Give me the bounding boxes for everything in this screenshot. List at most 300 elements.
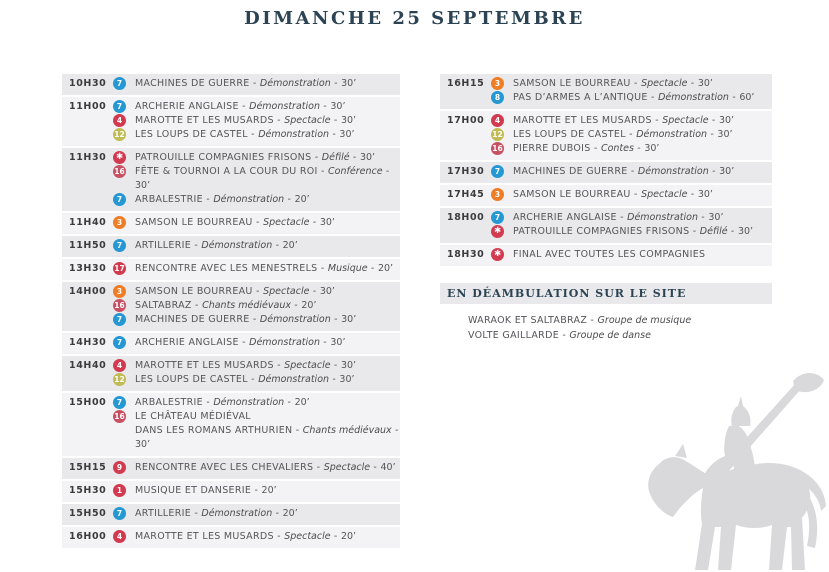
time-label: 14H00	[69, 286, 107, 297]
event-line	[491, 128, 772, 142]
event-text	[135, 530, 356, 544]
event-list	[113, 285, 400, 327]
event-name: PATROUILLE COMPAGNIES FRISONS	[135, 152, 312, 163]
event-duration: 20’	[301, 300, 317, 311]
event-list	[113, 151, 400, 207]
event-category: Spectacle	[284, 531, 331, 542]
schedule-row	[62, 504, 400, 525]
schedule-row	[62, 393, 400, 456]
event-text	[135, 484, 277, 498]
event-line	[113, 114, 400, 128]
deambulation-item	[468, 313, 772, 328]
event-name: FÊTE & TOURNOI A LA COUR DU ROI	[135, 166, 318, 177]
event-text	[135, 313, 356, 327]
event-category: Démonstration	[201, 508, 273, 519]
event-text	[135, 262, 393, 276]
event-line	[491, 91, 772, 105]
parade-marker-icon: ✱	[491, 248, 504, 261]
separator: -	[728, 92, 740, 103]
time-label: 11H00	[69, 101, 107, 112]
event-name: RENCONTRE AVEC LES MENESTRELS	[135, 263, 318, 274]
event-duration: 30’	[697, 189, 713, 200]
separator: -	[309, 286, 320, 297]
event-text	[135, 410, 400, 452]
event-list	[491, 188, 772, 202]
schedule-row	[62, 527, 400, 548]
event-duration: 30’	[718, 115, 735, 126]
event-line	[113, 77, 400, 91]
event-text	[135, 128, 355, 142]
location-number-badge: 3	[491, 188, 504, 201]
event-line	[113, 396, 400, 410]
separator: -	[191, 508, 202, 519]
schedule-row	[440, 111, 772, 160]
location-number-badge: 16	[114, 301, 125, 310]
event-line	[113, 165, 400, 193]
separator: -	[273, 531, 285, 542]
event-text	[513, 142, 659, 156]
event-name: ARCHERIE ANGLAISE	[135, 337, 239, 348]
time-label: 10H30	[69, 78, 107, 89]
event-text	[135, 359, 356, 373]
schedule-row	[62, 213, 400, 234]
separator: -	[697, 212, 709, 223]
separator: -	[238, 337, 250, 348]
event-name: PATROUILLE COMPAGNIES FRISONS	[513, 226, 690, 237]
separator: -	[349, 152, 360, 163]
separator: -	[191, 240, 202, 251]
separator: -	[249, 78, 260, 89]
location-number-badge: 7	[113, 193, 126, 206]
event-name: PIERRE DUBOIS	[513, 143, 591, 154]
event-duration: 30’	[339, 129, 355, 140]
event-text	[135, 507, 298, 521]
time-label: 13H30	[69, 263, 107, 274]
location-number-badge: 16	[492, 144, 503, 153]
event-list	[491, 114, 772, 156]
location-number-badge: 3	[113, 285, 126, 298]
separator: -	[273, 115, 285, 126]
event-category: Spectacle	[641, 189, 688, 200]
separator: -	[630, 78, 642, 89]
time-label: 15H15	[69, 462, 107, 473]
event-name: SAMSON LE BOURREAU	[513, 78, 631, 89]
event-duration: 30’	[330, 337, 346, 348]
event-duration: 30’	[341, 78, 357, 89]
schedule-row	[440, 185, 772, 206]
location-number-badge: 4	[113, 530, 126, 543]
event-list	[491, 77, 772, 105]
time-label: 11H40	[69, 217, 107, 228]
separator: -	[687, 78, 698, 89]
separator: -	[309, 217, 320, 228]
event-category: Démonstration	[658, 92, 729, 103]
schedule-row	[62, 259, 400, 280]
event-list	[113, 359, 400, 387]
event-line	[113, 193, 400, 207]
separator: -	[273, 360, 285, 371]
time-label: 16H00	[69, 531, 107, 542]
separator: -	[330, 360, 341, 371]
event-line	[113, 128, 400, 142]
parade-marker-icon: ✱	[491, 225, 504, 238]
event-line	[491, 114, 772, 128]
schedule-row	[440, 245, 772, 266]
location-number-badge: 16	[114, 167, 125, 176]
location-number-badge: 9	[113, 461, 126, 474]
event-list	[491, 211, 772, 239]
separator: -	[247, 129, 259, 140]
event-duration: 20’	[340, 531, 357, 542]
separator: -	[311, 152, 322, 163]
event-name: MACHINES DE GUERRE	[513, 166, 628, 177]
event-duration: 30’	[644, 143, 660, 154]
event-text	[135, 114, 356, 128]
schedule-row	[440, 74, 772, 109]
separator: -	[247, 374, 259, 385]
schedule-row	[440, 208, 772, 243]
event-list	[113, 262, 400, 276]
event-name: PAS D’ARMES A L’ANTIQUE	[513, 92, 648, 103]
deambulation-item	[468, 328, 772, 343]
event-list	[491, 248, 772, 262]
event-category: Démonstration	[258, 374, 330, 385]
event-category: Spectacle	[263, 217, 310, 228]
event-line	[113, 151, 400, 165]
separator: -	[687, 189, 698, 200]
schedule-row	[62, 458, 400, 479]
event-text	[135, 193, 310, 207]
separator: -	[202, 194, 214, 205]
separator: -	[317, 263, 328, 274]
event-category: Démonstration	[637, 166, 709, 177]
schedule-row	[62, 148, 400, 211]
event-duration: 30’	[340, 360, 357, 371]
event-line	[113, 239, 400, 253]
event-name: LES LOUPS DE CASTEL	[135, 129, 248, 140]
event-duration: 30’	[340, 115, 357, 126]
event-name: DANS LES ROMANS ARTHURIEN	[135, 425, 293, 436]
location-number-badge: 7	[113, 396, 126, 409]
location-number-badge: 4	[113, 359, 126, 372]
event-list	[113, 336, 400, 350]
separator: -	[330, 314, 342, 325]
event-line	[113, 100, 400, 114]
separator: -	[317, 166, 329, 177]
event-duration: 20’	[282, 508, 298, 519]
separator: -	[251, 485, 262, 496]
event-category: Spectacle	[662, 115, 709, 126]
separator: -	[627, 166, 638, 177]
event-text	[135, 461, 396, 475]
event-text	[513, 248, 705, 262]
separator: -	[633, 143, 645, 154]
event-list	[113, 100, 400, 142]
schedule-row	[62, 282, 400, 331]
event-name: RENCONTRE AVEC LES CHEVALIERS	[135, 462, 314, 473]
event-category: Défilé	[321, 152, 350, 163]
location-number-badge: 12	[492, 130, 503, 139]
event-text	[513, 225, 753, 239]
group-category: Groupe de danse	[569, 330, 651, 341]
event-text	[135, 336, 345, 350]
location-number-badge: 7	[113, 313, 126, 326]
separator: -	[290, 300, 302, 311]
event-list	[113, 530, 400, 544]
separator: -	[559, 330, 570, 341]
separator: -	[292, 425, 303, 436]
separator: -	[329, 129, 340, 140]
event-duration: 60’	[739, 92, 755, 103]
separator: -	[391, 425, 399, 436]
event-name: FINAL AVEC TOUTES LES COMPAGNIES	[513, 249, 706, 260]
location-number-badge: 7	[113, 100, 126, 113]
location-number-badge: 7	[113, 77, 126, 90]
schedule-column-left	[62, 74, 400, 550]
event-duration: 30’	[737, 226, 754, 237]
event-name: ARTILLERIE	[135, 240, 192, 251]
location-number-badge: 7	[113, 239, 126, 252]
event-category: Spectacle	[641, 78, 688, 89]
event-text	[135, 239, 298, 253]
time-label: 15H00	[69, 397, 107, 408]
event-name: SALTABRAZ	[135, 300, 192, 311]
separator: -	[587, 315, 598, 326]
event-duration: 20’	[294, 397, 310, 408]
separator: -	[202, 397, 214, 408]
time-label: 15H50	[69, 508, 107, 519]
event-line	[491, 225, 772, 239]
location-number-badge: 3	[491, 77, 504, 90]
event-name: MAROTTE ET LES MUSARDS	[513, 115, 652, 126]
event-text	[135, 77, 356, 91]
separator: -	[252, 286, 264, 297]
event-category: Démonstration	[258, 129, 330, 140]
parade-marker-icon: ✱	[113, 151, 126, 164]
event-text	[513, 77, 713, 91]
event-category: Démonstration	[249, 101, 320, 112]
separator: -	[370, 462, 381, 473]
separator: -	[272, 508, 283, 519]
event-line	[491, 188, 772, 202]
event-line	[113, 336, 400, 350]
event-name: SAMSON LE BOURREAU	[135, 217, 253, 228]
event-text	[513, 188, 713, 202]
event-duration: 30’	[717, 129, 733, 140]
event-name: ARCHERIE ANGLAISE	[135, 101, 239, 112]
event-list	[113, 239, 400, 253]
event-line	[491, 211, 772, 225]
separator: -	[252, 217, 264, 228]
event-category: Spectacle	[263, 286, 310, 297]
location-number-badge: 7	[491, 165, 504, 178]
event-category: Conférence	[328, 166, 383, 177]
event-duration: 20’	[377, 263, 394, 274]
event-line	[113, 313, 400, 327]
separator: -	[727, 226, 738, 237]
schedule-row	[62, 356, 400, 391]
event-text	[135, 151, 375, 165]
location-number-badge: 7	[113, 336, 126, 349]
event-category: Chants médiévaux	[202, 300, 291, 311]
event-duration: 40’	[380, 462, 396, 473]
deambulation-section	[440, 283, 772, 343]
event-text	[513, 128, 733, 142]
event-text	[135, 165, 400, 193]
time-label: 17H45	[447, 189, 485, 200]
location-number-badge: 16	[114, 412, 125, 421]
event-text	[135, 373, 355, 387]
event-duration: 30’	[319, 217, 335, 228]
event-name: MAROTTE ET LES MUSARDS	[135, 360, 274, 371]
schedule-row	[62, 333, 400, 354]
time-label: 18H00	[447, 212, 485, 223]
event-text	[513, 114, 734, 128]
event-category: Musique	[327, 263, 368, 274]
event-duration: 30’	[359, 152, 376, 163]
event-name: MACHINES DE GUERRE	[135, 314, 250, 325]
event-duration: 20’	[294, 194, 310, 205]
event-duration: 30’	[330, 101, 346, 112]
event-name: ARBALESTRIE	[135, 194, 203, 205]
event-category: Spectacle	[284, 115, 331, 126]
separator: -	[330, 531, 341, 542]
event-list	[113, 396, 400, 452]
location-number-badge: 12	[114, 130, 125, 139]
schedule-row	[440, 162, 772, 183]
page-title: DIMANCHE 25 SEPTEMBRE	[244, 8, 585, 29]
separator: -	[689, 226, 700, 237]
event-line	[491, 165, 772, 179]
event-list	[491, 165, 772, 179]
event-category: Contes	[600, 143, 634, 154]
event-name: MAROTTE ET LES MUSARDS	[135, 531, 274, 542]
event-category: Chants médiévaux	[302, 425, 392, 436]
time-label: 14H30	[69, 337, 107, 348]
schedule-row	[62, 236, 400, 257]
knight-on-horse-silhouette	[637, 360, 827, 572]
event-name: ARCHERIE ANGLAISE	[513, 212, 617, 223]
event-duration: 30’	[341, 314, 357, 325]
time-label: 14H40	[69, 360, 107, 371]
location-number-badge: 17	[114, 264, 125, 273]
event-category: Démonstration	[259, 314, 331, 325]
event-category: Démonstration	[636, 129, 708, 140]
time-label: 17H00	[447, 115, 485, 126]
event-name: ARTILLERIE	[135, 508, 192, 519]
event-line	[113, 285, 400, 299]
location-number-badge: 3	[113, 216, 126, 229]
separator: -	[330, 78, 342, 89]
event-text	[513, 165, 734, 179]
event-text	[135, 396, 310, 410]
event-list	[113, 461, 400, 475]
event-duration: 30’	[697, 78, 713, 89]
event-text	[135, 285, 335, 299]
separator: -	[630, 189, 642, 200]
location-number-badge: 12	[114, 375, 125, 384]
event-list	[113, 507, 400, 521]
event-duration: 20’	[282, 240, 298, 251]
time-label: 18H30	[447, 249, 485, 260]
event-line	[491, 248, 772, 262]
event-line	[113, 461, 400, 475]
event-name: LE CHÂTEAU MÉDIÉVAL	[135, 411, 251, 422]
separator: -	[382, 166, 390, 177]
event-text	[135, 100, 345, 114]
event-name: SAMSON LE BOURREAU	[135, 286, 253, 297]
event-category: Spectacle	[284, 360, 331, 371]
location-number-badge: 7	[491, 211, 504, 224]
event-text	[135, 216, 335, 230]
event-duration: 30’	[708, 212, 724, 223]
schedule-row	[62, 97, 400, 146]
separator: -	[707, 129, 718, 140]
event-name: ARBALESTRIE	[135, 397, 203, 408]
event-duration: 30’	[135, 180, 151, 191]
event-duration: 30’	[319, 286, 335, 297]
deambulation-list	[440, 313, 772, 343]
location-number-badge: 7	[113, 507, 126, 520]
event-line	[113, 373, 400, 387]
event-text	[513, 91, 754, 105]
separator: -	[272, 240, 283, 251]
location-number-badge: 4	[113, 114, 126, 127]
event-text	[513, 211, 723, 225]
schedule-row	[62, 74, 400, 95]
event-category: Démonstration	[213, 397, 285, 408]
event-line	[491, 77, 772, 91]
event-line	[113, 507, 400, 521]
event-line	[491, 142, 772, 156]
event-duration: 30’	[339, 374, 355, 385]
group-category: Groupe de musique	[597, 315, 692, 326]
time-label: 11H50	[69, 240, 107, 251]
event-line	[113, 216, 400, 230]
event-duration: 30’	[135, 439, 151, 450]
event-list	[113, 216, 400, 230]
event-name-line2	[135, 424, 400, 452]
separator: -	[284, 194, 295, 205]
location-number-badge: 4	[491, 114, 504, 127]
event-category: Défilé	[699, 226, 728, 237]
event-category: Démonstration	[627, 212, 698, 223]
separator: -	[590, 143, 601, 154]
event-line	[113, 410, 400, 452]
event-category: Démonstration	[259, 78, 331, 89]
time-label: 16H15	[447, 78, 485, 89]
time-label: 17H30	[447, 166, 485, 177]
event-category: Démonstration	[249, 337, 320, 348]
event-list	[113, 484, 400, 498]
event-duration: 20’	[261, 485, 277, 496]
event-line	[113, 484, 400, 498]
separator: -	[625, 129, 637, 140]
event-text	[135, 299, 316, 313]
event-name: MAROTTE ET LES MUSARDS	[135, 115, 274, 126]
event-category: Spectacle	[323, 462, 371, 473]
separator: -	[708, 115, 719, 126]
location-number-badge: 8	[491, 91, 504, 104]
separator: -	[238, 101, 250, 112]
separator: -	[249, 314, 260, 325]
schedule-column-right	[440, 74, 772, 268]
separator: -	[319, 101, 331, 112]
deambulation-header: EN DÉAMBULATION SUR LE SITE	[440, 283, 772, 304]
event-list	[113, 77, 400, 91]
schedule-row	[62, 481, 400, 502]
separator: -	[651, 115, 663, 126]
